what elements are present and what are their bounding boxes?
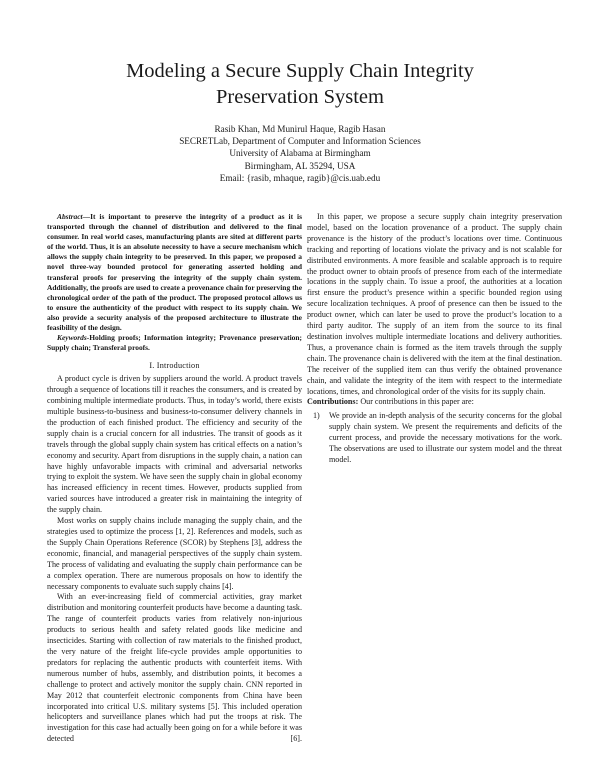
intro-paragraph-2: Most works on supply chains include managing the supply chain, and the strategies used to optimize the process [1, 2]. References and models, such as the Supply Chain Operations Reference (SCOR) by Stephens [3], address the economic, financial, and managerial perspectives of the supply chain system. The process of validating and evaluating the supply chain performance can be a complex operation. There are numerous proposals on how to identify the necessary components to evaluate such supply chains [4]. [47, 516, 302, 591]
university: University of Alabama at Birmingham [229, 148, 371, 159]
contribution-item [307, 411, 562, 466]
contribution-text: We provide an in-depth analysis of the security concerns for the global supply chain system. We present the requirements and deficits of the current process, and provide the necessary motivations for the work. The observations are used to illustrate our system model and the threat model. [329, 411, 562, 464]
intro-paragraph-3: With an ever-increasing field of commercial activities, gray market distribution and monitoring counterfeit products have become a daunting task. The range of counterfeit products varies from relatively non-injurious products to serious health and safety related goods like medicine and insecticides. Starting with collection of raw materials to the finished product, the very nature of the freight life-cycle provides ample opportunities to predators for replacing the authentic products with counterfeit items. With numerous number of hubs, assembly, and distribution points, it becomes a challenge to protect and actively monitor the supply chain. CNN reported in May 2012 that counterfeit electronic components from China have been incorporated into critical U.S. military systems [5]. This included operation helicopters and surveillance planes which had put the troops at risk. The investigation for this case had actually been going on for a while before it was detected [6]. [47, 592, 302, 744]
contributions-list [307, 411, 562, 466]
location: Birmingham, AL 35294, USA [244, 160, 356, 171]
author-block [100, 123, 500, 184]
contributions-heading: Contributions: [307, 397, 359, 407]
section-heading-introduction: I. Introduction [149, 361, 200, 371]
contributions-intro: Our contributions in this paper are: [360, 397, 474, 407]
title-line-2: Preservation System [216, 86, 384, 108]
abstract-label: Abstract [57, 212, 83, 221]
right-column [307, 212, 562, 466]
intro-paragraph-1: A product cycle is driven by suppliers around the world. A product travels through a sequence of locations till it reaches the consumers, and is created by combining multiple intermediate products. Thus, in today’s world, there exists multiple business-to-business and business-to-consumer delivery channels in the production of each finished product. The efficiency and security of the supply chain is a crucial concern for all industries. The transit of goods as it travels through the global supply chain system has critical effects on a nation’s economy and security. Apart from disruptions in the supply chain, a nation can have highly unfavorable impacts with criminal and adversarial networks trying to exploit the system. We have seen the supply chain in global economy has increased efficiency in recent times. However, products supplied from varied sources have introduced a greater risk in maintaining the integrity of the supply chain. [47, 374, 302, 515]
author-names: Rasib Khan, Md Munirul Haque, Ragib Hasan [214, 124, 386, 134]
keywords-label: Keywords [57, 333, 87, 343]
abstract [47, 212, 302, 333]
contribution-number: 1) [313, 411, 320, 421]
title-line-1: Modeling a Secure Supply Chain Integrity [126, 60, 474, 82]
contributions-paragraph [307, 397, 562, 408]
paper-title [40, 58, 560, 110]
keywords-text: -Holding proofs; Information integrity; Provenance preservation; Supply chain; Transferal proofs. [47, 333, 302, 353]
email: Email: {rasib, mhaque, ragib}@cis.uab.edu [219, 172, 381, 183]
abstract-text: —It is important to preserve the integrity of a product as it is transported through the channel of distribution and delivered to the final consumer. In real world cases, manufacturing plants are sited at different parts of the world. Thus, it is an absolute necessity to have a secure mechanism which allows the supply chain integrity to be preserved. In this paper, we proposed a novel three-way bounded protocol for generating asserted holding and transferal proofs for preserving the integrity of the supply chain system. Additionally, the proofs are used to create a provenance chain for preserving the chronological order of the path of the product. The proposed protocol allows us to ensure the authenticity of the product with respect to its supply chain. We also provide a security analysis of the proposed architecture to illustrate the feasibility of the design. [47, 212, 302, 333]
left-column [47, 212, 302, 745]
keywords [47, 333, 302, 353]
affiliation: SECRETLab, Department of Computer and Information Sciences [179, 136, 421, 147]
intro-paragraph-4: In this paper, we propose a secure supply chain integrity preservation model, based on the location provenance of a product. The supply chain provenance is the history of the product’s locations over time. Continuous tracking and reporting of locations violate the privacy and is not scalable for distributed environments. A more feasible and scalable approach is to require the product owner to obtain proofs of presence from each of the intermediate locations in the supply chain. To issue a proof, the authorities at a location first ensure the product’s presence within a specific bounded region using secure localization techniques. A proof of presence can then be issued to the product owner, which can later be used to prove the product’s location to a third party auditor. The supply of an item from the source to its final destination involves multiple intermediate locations and delivery authorities. Thus, a provenance chain is formed as the item travels through the supply chain. The provenance chain is delivered with the item at the final destination. The receiver of the supplied item can thus verify the obtained provenance chain, and validate the integrity of the item with respect to the intermediate locations, times, and chronological order of the visits for its supply chain. [307, 212, 562, 396]
